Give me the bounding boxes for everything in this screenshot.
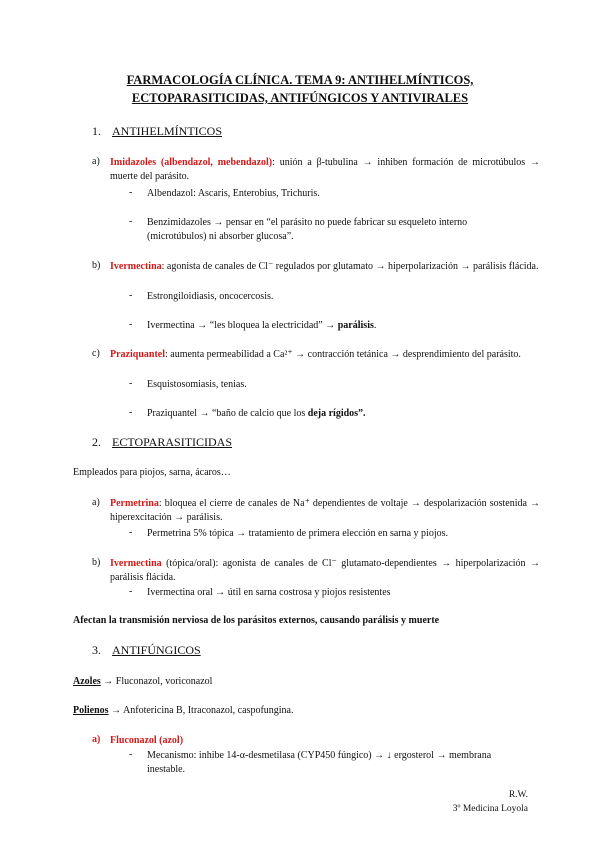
bullet-esquistosomiasis: Esquistosomiasis, tenias.: [147, 379, 247, 390]
item-letter: b): [92, 260, 101, 271]
section-heading-antihelminticos: [92, 124, 222, 139]
section-number: 2.: [92, 435, 101, 449]
bullet-praziquantel-mnemonic: [147, 407, 527, 421]
drug-name: Ivermectina: [110, 261, 162, 272]
bullet-dash: -: [129, 216, 133, 227]
item-description: : unión a β-tubulina → inhiben formación de microtúbulos → muerte del parásito.: [110, 157, 540, 182]
bullet-mecanismo: Mecanismo: inhibe 14-α-desmetilasa (CYP450 fúngico) → ↓ ergosterol → membrana inestable.: [147, 750, 492, 775]
item-description: (tópica/oral): agonista de canales de Cl⁻ glutamato-dependientes → hiperpolarización → parálisis flácida.: [110, 558, 540, 583]
bullet-dash: -: [129, 378, 133, 389]
drug-name: Ivermectina: [110, 558, 162, 569]
item-letter: b): [92, 557, 101, 568]
bullet-dash: -: [129, 586, 133, 597]
section-number: 1.: [92, 124, 101, 138]
document-title-line-2: ECTOPARASITICIDAS, ANTIFÚNGICOS Y ANTIVIRALES: [131, 91, 469, 105]
section-heading-antifungicos: [92, 643, 201, 658]
bullet-permetrina: Permetrina 5% tópica → tratamiento de primera elección en sarna y piojos.: [147, 528, 449, 539]
item-letter: a): [92, 156, 100, 167]
bullet-benzimidazoles: Benzimidazoles → pensar en “el parásito no puede fabricar su esqueleto interno (microtúbulos) ni absorber glucosa”.: [147, 217, 468, 242]
item-description: : bloquea el cierre de canales de Na⁺ dependientes de voltaje → despolarización sostenida → hiperexcitación → parálisis.: [110, 498, 540, 523]
section-name: ANTIFÚNGICOS: [112, 643, 201, 657]
bullet-text: Praziquantel → “baño de calcio que los: [147, 408, 308, 419]
item-description: : aumenta permeabilidad a Ca²⁺ → contracción tetánica → desprendimiento del parásito.: [165, 349, 521, 360]
item-letter: a): [92, 734, 101, 745]
section-name: ECTOPARASITICIDAS: [112, 435, 233, 449]
document-title-line-1: FARMACOLOGÍA CLÍNICA. TEMA 9: ANTIHELMÍNTICOS,: [126, 73, 474, 87]
bullet-dash: -: [129, 527, 133, 538]
footer-course: 3º Medicina Loyola: [452, 804, 528, 814]
item-praziquantel: [110, 348, 540, 362]
bullet-ivermectina-oral: Ivermectina oral → útil en sarna costrosa y piojos resistentes: [147, 587, 391, 598]
drug-name: Praziquantel: [110, 349, 165, 360]
azoles-line: [73, 676, 212, 687]
bullet-dash: -: [129, 407, 133, 418]
bullet-dash: -: [129, 319, 133, 330]
polienos-line: [73, 705, 294, 716]
item-fluconazol: [110, 734, 540, 748]
item-permetrina: [110, 497, 540, 525]
ecto-summary: Afectan la transmisión nerviosa de los parásitos externos, causando parálisis y muerte: [73, 615, 440, 626]
item-letter: a): [92, 497, 100, 508]
footer-author: R.W.: [508, 790, 528, 800]
drug-name: Permetrina: [110, 498, 159, 509]
azoles-label: Azoles: [73, 676, 101, 687]
drug-name: Imidazoles (albendazol, mebendazol): [110, 157, 273, 168]
footer: [453, 788, 528, 816]
bullet-dash: -: [129, 290, 133, 301]
item-description: : agonista de canales de Cl⁻ regulados por glutamato → hiperpolarización → parálisis flácida.: [161, 261, 539, 272]
bullet-text-end: .: [373, 320, 377, 331]
section-name: ANTIHELMÍNTICOS: [112, 124, 222, 138]
item-letter: c): [92, 348, 100, 359]
item-ivermectina: [110, 260, 540, 274]
section-number: 3.: [92, 643, 101, 657]
bullet-text: Ivermectina → “les bloquea la electricidad” →: [147, 320, 338, 331]
bullet-estrongiloidiasis: Estrongiloidiasis, oncocercosis.: [147, 291, 274, 302]
bullet-dash: -: [129, 749, 133, 760]
bullet-emphasis: deja rígidos”.: [307, 408, 366, 419]
polienos-text: → Anfotericina B, Itraconazol, caspofungina.: [108, 705, 294, 716]
azoles-text: → Fluconazol, voriconazol: [100, 676, 213, 687]
drug-name: Fluconazol (azol): [110, 735, 184, 746]
bullet-dash: -: [129, 187, 133, 198]
item-imidazoles: [110, 156, 540, 184]
item-ivermectina-ecto: [110, 557, 540, 585]
polienos-label: Polienos: [73, 705, 109, 716]
ecto-intro: Empleados para piojos, sarna, ácaros…: [73, 467, 231, 478]
bullet-ivermectina-mnemonic: [147, 319, 527, 333]
bullet-albendazol: Albendazol: Ascaris, Enterobius, Trichuris.: [147, 188, 320, 199]
section-heading-ectoparasiticidas: [92, 435, 232, 450]
bullet-emphasis: parálisis: [337, 320, 374, 331]
